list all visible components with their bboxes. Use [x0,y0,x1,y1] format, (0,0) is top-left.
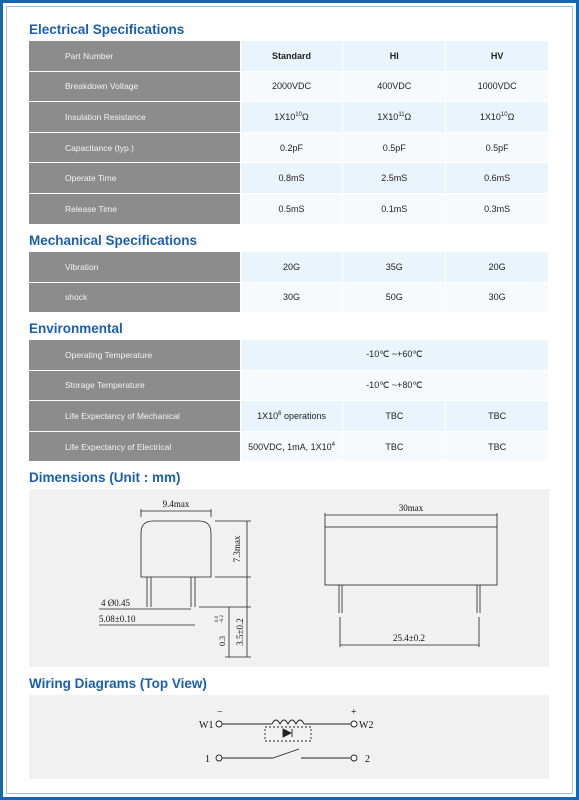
table-row [29,163,549,194]
table-row [29,194,549,225]
mechanical-table [29,252,549,313]
cell-value: 0.6mS [446,163,549,194]
cell-value: $1X10^{10}\Omega$ [241,102,344,133]
cell-value: -10℃ ~+80℃ [241,371,549,402]
w2-label: W2 [359,720,374,731]
terminal-w2 [351,721,357,727]
cell-value: 0.1mS [343,194,446,225]
wiring-title: Wiring Diagrams (Top View) [29,676,207,691]
front-width-label: 30max [398,503,424,513]
cell-value: 500VDC, 1mA, $1X10^4$ [241,432,344,463]
row-label: Storage Temperature [29,371,241,402]
table-row [29,102,549,133]
table-row [29,41,549,72]
cell-value: 0.5mS [241,194,344,225]
row-label: Release Time [29,194,241,225]
table-row [29,371,549,402]
row-label: Breakdown Voltage [29,72,241,103]
lead-tol-bottom: -0.2 [220,615,225,623]
front-pitch-label: 25.4±0.2 [393,633,425,643]
coil-icon [272,720,304,724]
mechanical-title: Mechanical Specifications [29,233,198,248]
front-view-body [325,527,497,585]
cell-value: 0.2pF [241,133,344,164]
dimensions-drawing [29,489,549,667]
dimensions-title: Dimensions (Unit : mm) [29,470,181,485]
table-row [29,432,549,463]
cell-value: 0.5pF [446,133,549,164]
table-row [29,133,549,164]
cell-value: TBC [446,401,549,432]
cell-value: $1X10^{10}\Omega$ [446,102,549,133]
cell-value: 0.5pF [343,133,446,164]
environmental-title: Environmental [29,321,123,336]
side-height-label: 7.3max [232,535,242,563]
row-label: Life Expectancy of Electrical [29,432,241,463]
lead-tol-top: 0.0 [215,615,220,623]
cell-value: 30G [446,283,549,314]
w1-label: W1 [199,720,214,731]
side-width-label: 9.4max [162,499,190,509]
plus-label: + [351,707,357,718]
switch-contact [273,749,299,758]
cell-value: 0.3mS [446,194,549,225]
terminal-w1 [216,721,222,727]
cell-value: 20G [241,252,344,283]
pin2-label: 2 [365,754,370,765]
table-row [29,252,549,283]
cell-value: 0.8mS [241,163,344,194]
table-row [29,340,549,371]
row-label: Vibration [29,252,241,283]
row-label: Operating Temperature [29,340,241,371]
row-label: Operate Time [29,163,241,194]
table-row [29,72,549,103]
environmental-table [29,340,549,462]
cell-value: TBC [343,401,446,432]
header-standard: Standard [241,41,344,72]
row-label: shock [29,283,241,314]
diode-icon [283,729,291,737]
cell-value: 20G [446,252,549,283]
electrical-title: Electrical Specifications [29,22,185,37]
cell-value: TBC [343,432,446,463]
header-hi: HI [343,41,446,72]
pin-length-label: 3.5±0.2 [235,618,245,646]
table-row [29,401,549,432]
cell-value: $1X10^6$ operations [241,401,344,432]
cell-value: 50G [343,283,446,314]
header-part-number: Part Number [29,41,241,72]
pin-spacing-label: 5.08±0.10 [99,614,136,624]
terminal-2 [351,755,357,761]
cell-value: TBC [446,432,549,463]
row-label: Life Expectancy of Mechanical [29,401,241,432]
cell-value: 400VDC [343,72,446,103]
cell-value: 35G [343,252,446,283]
lead-stub-label: 0.3 [218,636,227,646]
dimensions-svg [29,489,549,667]
wiring-diagram [29,695,549,779]
electrical-table [29,41,549,225]
terminal-1 [216,755,222,761]
cell-value: 30G [241,283,344,314]
table-row [29,283,549,314]
row-label: Insulation Resistance [29,102,241,133]
header-hv: HV [446,41,549,72]
cell-value: -10℃ ~+60℃ [241,340,549,371]
minus-label: − [217,707,223,718]
cell-value: $1X10^{11}\Omega$ [343,102,446,133]
cell-value: 2.5mS [343,163,446,194]
pin1-label: 1 [205,754,210,765]
row-label: Capacitance (typ.) [29,133,241,164]
cell-value: 1000VDC [446,72,549,103]
pin-count-label: 4 Ø0.45 [101,598,130,608]
wiring-svg [29,695,549,779]
cell-value: 2000VDC [241,72,344,103]
side-view-body [141,521,211,577]
